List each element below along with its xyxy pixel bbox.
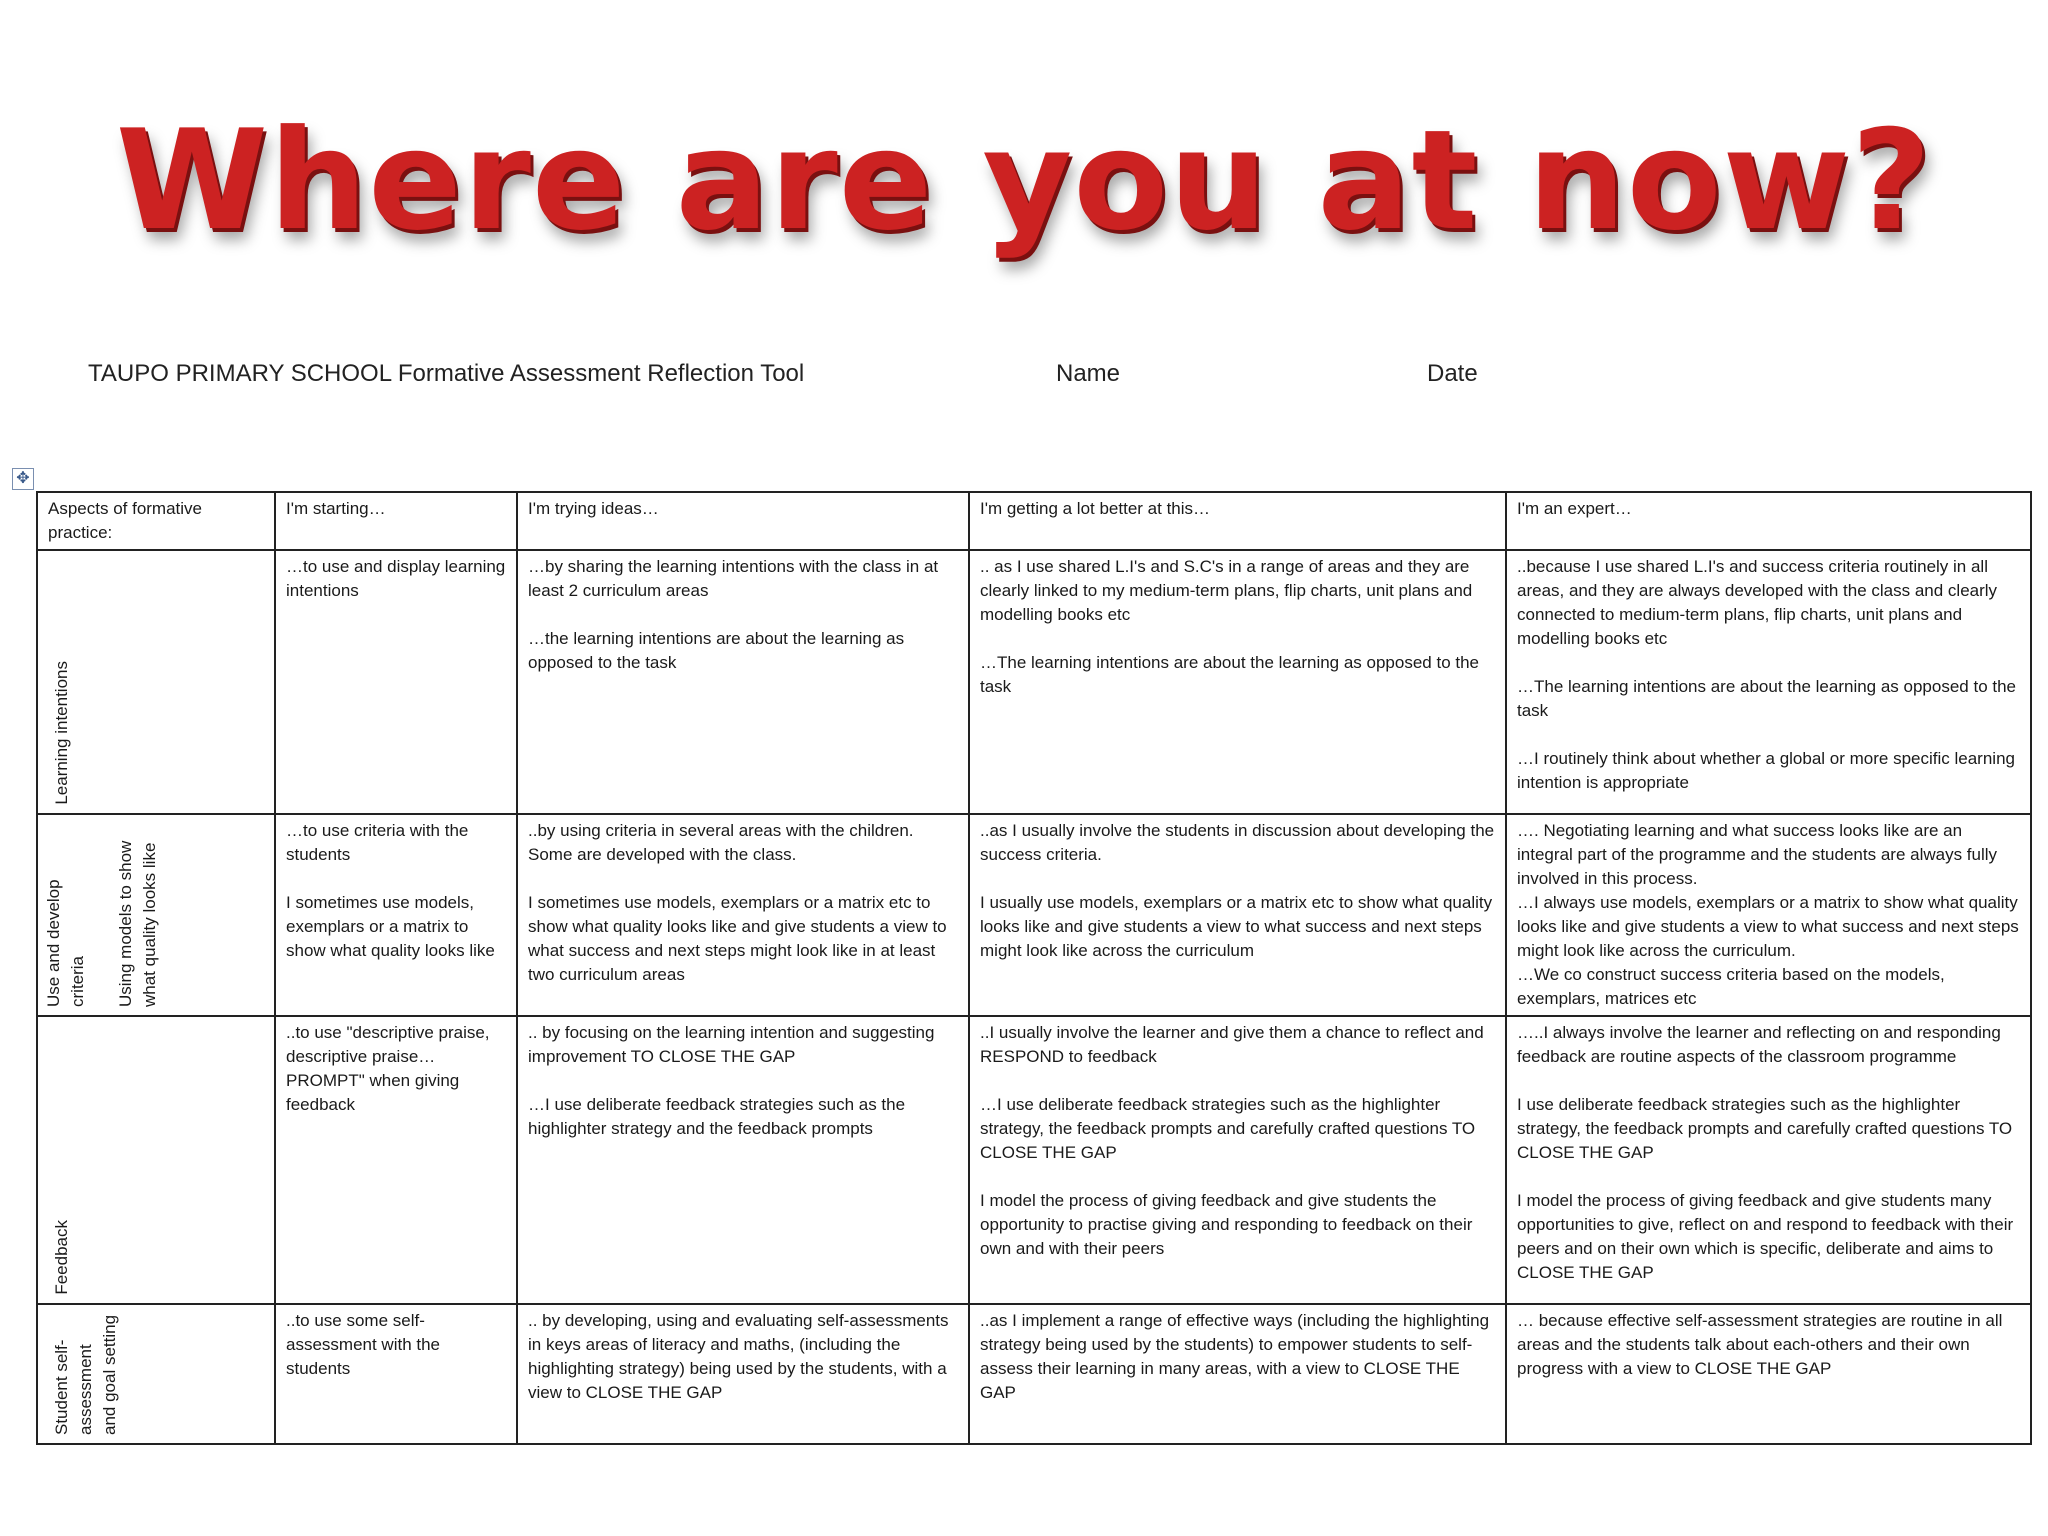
- aspect-label: Use and develop criteria: [44, 879, 87, 1007]
- cell-text: …The learning intentions are about the learning as opposed to the task: [1517, 677, 2021, 720]
- table-move-handle-icon[interactable]: ✥: [12, 468, 34, 490]
- cell-text: …I use deliberate feedback strategies such as the highlighter strategy and the feedback prompts: [528, 1095, 910, 1138]
- cell-text: ..as I usually involve the students in discussion about developing the success criteria.: [980, 821, 1499, 864]
- aspect-label: Student self-assessment and goal setting: [52, 1314, 119, 1435]
- table-cell: [275, 1304, 517, 1444]
- table-cell: [517, 550, 969, 814]
- table-row: [37, 1304, 2031, 1444]
- cell-text: …I routinely think about whether a global or more specific learning intention is appropriate: [1517, 749, 2020, 792]
- table-cell: [969, 1016, 1506, 1304]
- aspect-self-assessment: [37, 1304, 275, 1444]
- date-label: Date: [1427, 360, 1478, 387]
- table-cell: [1506, 550, 2031, 814]
- cell-text: I model the process of giving feedback and give students the opportunity to practise giving and responding to feedback on their own and with their peers: [980, 1191, 1478, 1258]
- cell-text: …by sharing the learning intentions with the class in at least 2 curriculum areas: [528, 557, 943, 600]
- table-row: [37, 1016, 2031, 1304]
- tool-title: TAUPO PRIMARY SCHOOL Formative Assessment Reflection Tool: [88, 360, 805, 387]
- header-trying: I'm trying ideas…: [517, 492, 969, 550]
- cell-text: …the learning intentions are about the learning as opposed to the task: [528, 629, 909, 672]
- table-cell: [275, 814, 517, 1016]
- cell-text: I sometimes use models, exemplars or a matrix to show what quality looks like: [286, 893, 495, 960]
- table-row: [37, 814, 2031, 1016]
- cell-text: I sometimes use models, exemplars or a matrix etc to show what quality looks like and give students a view to what success and next steps might look like in at least two curriculum areas: [528, 893, 952, 984]
- rubric-table: [36, 491, 2032, 1445]
- table-cell: [275, 1016, 517, 1304]
- cell-text: I model the process of giving feedback and give students many opportunities to give, reflect on and respond to feedback with their peers and on their own which is specific, deliberate and aims to CLOSE THE GAP: [1517, 1191, 2018, 1282]
- name-label: Name: [1056, 360, 1121, 387]
- table-cell: [275, 550, 517, 814]
- header-expert: I'm an expert…: [1506, 492, 2031, 550]
- table-row: [37, 550, 2031, 814]
- header-starting: I'm starting…: [275, 492, 517, 550]
- table-cell: [969, 1304, 1506, 1444]
- cell-text: …The learning intentions are about the learning as opposed to the task: [980, 653, 1484, 696]
- table-cell: [517, 814, 969, 1016]
- table-cell: [517, 1016, 969, 1304]
- cell-text: …. Negotiating learning and what success looks like are an integral part of the programme and the students are always fully involved in this process.: [1517, 821, 2002, 888]
- header-aspects: Aspects of formative practice:: [37, 492, 275, 550]
- cell-text: …to use and display learning intentions: [286, 557, 510, 600]
- aspect-feedback: [37, 1016, 275, 1304]
- cell-text: I use deliberate feedback strategies such as the highlighter strategy, the feedback prompts and carefully crafted questions TO CLOSE THE GAP: [1517, 1095, 2017, 1162]
- table-cell: [517, 1304, 969, 1444]
- aspect-criteria: [37, 814, 275, 1016]
- cell-text: ..to use some self-assessment with the students: [286, 1311, 445, 1378]
- table-cell: [969, 814, 1506, 1016]
- cell-text: ..I usually involve the learner and give them a chance to reflect and RESPOND to feedback: [980, 1023, 1489, 1066]
- header-row: [37, 492, 2031, 550]
- cell-text: ..because I use shared L.I's and success criteria routinely in all areas, and they are always developed with the class and clearly connected to medium-term plans, flip charts, unit plans and modelling books etc: [1517, 557, 2002, 648]
- cell-text: I usually use models, exemplars or a matrix etc to show what quality looks like and give students a view to what success and next steps might look like across the curriculum: [980, 893, 1497, 960]
- cell-text: ..as I implement a range of effective ways (including the highlighting strategy being used by the students) to empower students to self-assess their learning in many areas, with a view to CLOSE THE GAP: [980, 1311, 1494, 1402]
- aspect-label: Learning intentions: [52, 661, 71, 805]
- header-getting-better: I'm getting a lot better at this…: [969, 492, 1506, 550]
- cell-text: …..I always involve the learner and reflecting on and responding feedback are routine aspects of the classroom programme: [1517, 1023, 2006, 1066]
- aspect-sublabel: Using models to show what quality looks like: [116, 840, 159, 1007]
- table-cell: [1506, 1304, 2031, 1444]
- cell-text: …I always use models, exemplars or a matrix to show what quality looks like and give students a view to what success and next steps might look like across the curriculum.: [1517, 893, 2024, 960]
- cell-text: .. by focusing on the learning intention and suggesting improvement TO CLOSE THE GAP: [528, 1023, 940, 1066]
- aspect-learning-intentions: [37, 550, 275, 814]
- table-cell: [1506, 1016, 2031, 1304]
- cell-text: …We co construct success criteria based on the models, exemplars, matrices etc: [1517, 965, 1950, 1008]
- cell-text: …I use deliberate feedback strategies such as the highlighter strategy, the feedback prompts and carefully crafted questions TO CLOSE THE GAP: [980, 1095, 1480, 1162]
- cell-text: ..to use "descriptive praise, descriptive praise… PROMPT" when giving feedback: [286, 1023, 495, 1114]
- table-cell: [969, 550, 1506, 814]
- cell-text: .. as I use shared L.I's and S.C's in a range of areas and they are clearly linked to my medium-term plans, flip charts, unit plans and modelling books etc: [980, 557, 1477, 624]
- aspect-label: Feedback: [52, 1220, 71, 1295]
- page-title: Where are you at now?: [115, 100, 1933, 261]
- cell-text: … because effective self-assessment strategies are routine in all areas and the students talk about each-others and their own progress with a view to CLOSE THE GAP: [1517, 1311, 2008, 1378]
- table-cell: [1506, 814, 2031, 1016]
- cell-text: ..by using criteria in several areas with the children. Some are developed with the class.: [528, 821, 919, 864]
- cell-text: …to use criteria with the students: [286, 821, 474, 864]
- cell-text: .. by developing, using and evaluating self-assessments in keys areas of literacy and maths, (including the highlighting strategy) being used by the students, with a view to CLOSE THE GAP: [528, 1311, 954, 1402]
